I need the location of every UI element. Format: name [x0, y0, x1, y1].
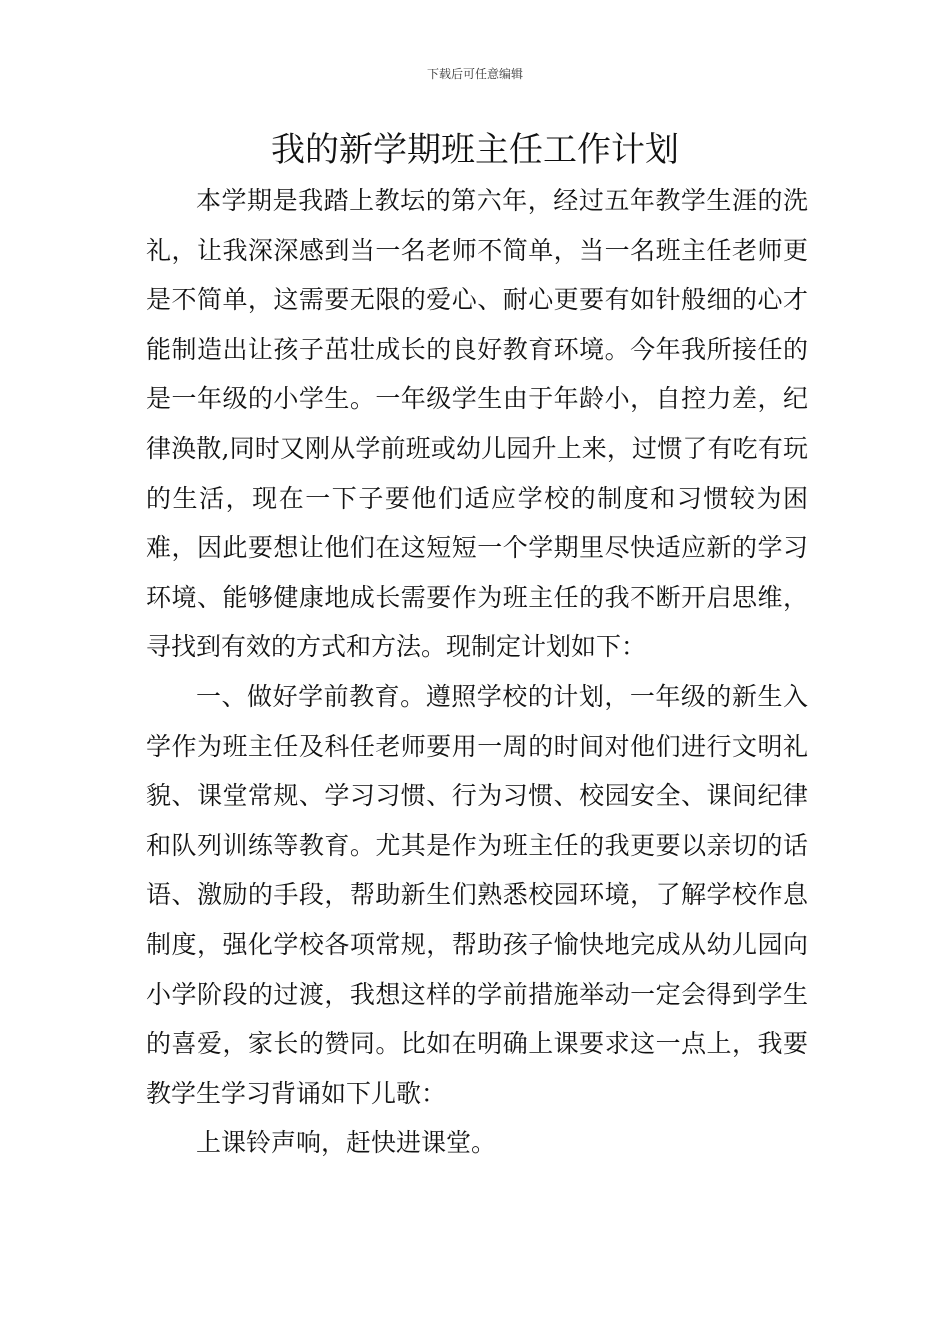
document-title: 我的新学期班主任工作计划: [271, 130, 679, 170]
header-note: 下载后可任意编辑: [426, 67, 523, 81]
paragraph-section-one: 一、做好学前教育。遵照学校的计划，一年级的新生入学作为班主任及科任老师要用一周的时间对他们进行文明礼貌、课堂常规、学习习惯、行为习惯、校园安全、课间纪律和队列训练等教育。尤其是作为班主任的我更要以亲切的话语、激励的手段，帮助新生们熟悉校园环境，了解学校作息制度，强化学校各项常规，帮助孩子愉快地完成从幼儿园向小学阶段的过渡，我想这样的学前措施举动一定会得到学生的喜爱，家长的赞同。比如在明确上课要求这一点上，我要教学生学习背诵如下儿歌：: [146, 681, 808, 1108]
document-body: [146, 176, 808, 1168]
paragraph-intro: 本学期是我踏上教坛的第六年，经过五年教学生涯的洗礼，让我深深感到当一名老师不简单，当一名班主任老师更是不简单，这需要无限的爱心、耐心更要有如针般细的心才能制造出让孩子茁壮成长的良好教育环境。今年我所接任的是一年级的小学生。一年级学生由于年龄小，自控力差，纪律涣散,同时又刚从学前班或幼儿园升上来，过惯了有吃有玩的生活，现在一下子要他们适应学校的制度和习惯较为困难，因此要想让他们在这短短一个学期里尽快适应新的学习环境、能够健康地成长需要作为班主任的我不断开启思维，寻找到有效的方式和方法。现制定计划如下：: [146, 186, 808, 662]
paragraph-rhyme-line: 上课铃声响，赶快进课堂。: [196, 1128, 497, 1158]
